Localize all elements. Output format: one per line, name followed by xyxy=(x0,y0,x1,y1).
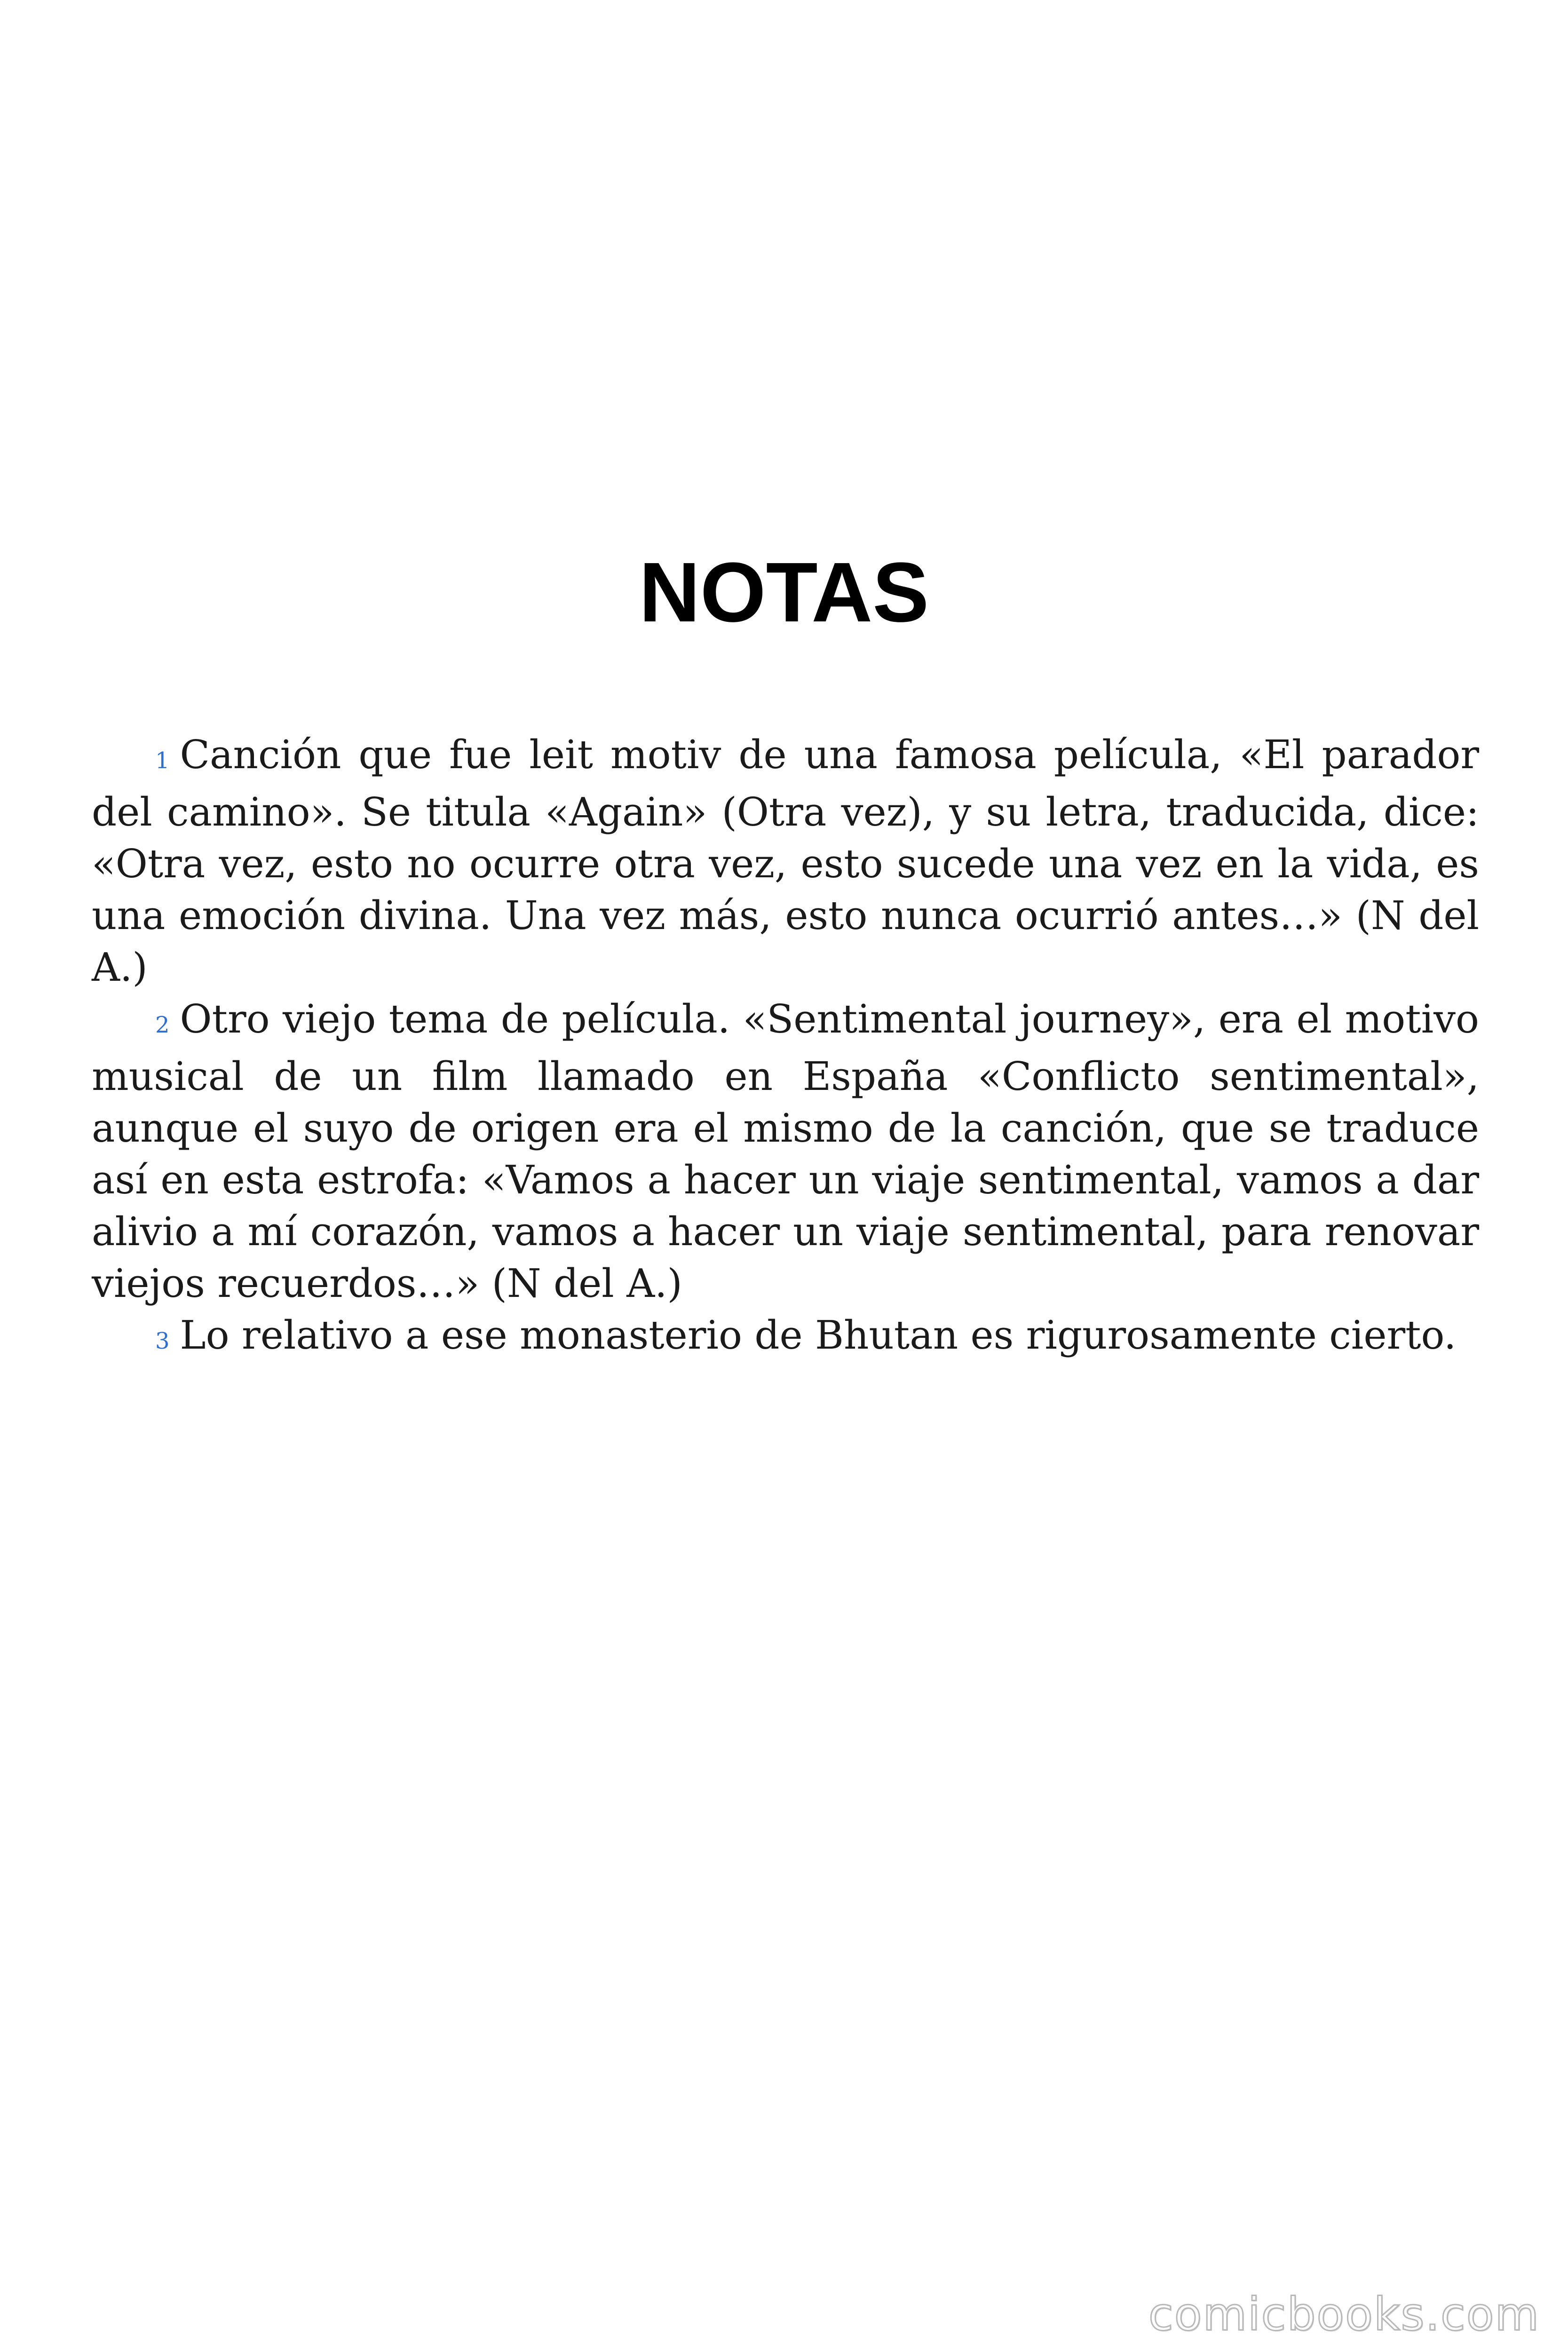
note-text: Lo relativo a ese monasterio de Bhutan es rigurosamente cierto. xyxy=(180,1312,1457,1358)
site-watermark: comicbooks.com xyxy=(1148,2288,1540,2341)
notes-list xyxy=(92,729,1479,1367)
note-text: Otro viejo tema de película. «Sentimental journey», era el motivo musical de un film llamado en España «Conflicto sentimental», aunque el suyo de origen era el mismo de la canción, que se traduce así en esta estrofa: «Vamos a hacer un viaje sentimental, vamos a dar alivio a mí corazón, vamos a hacer un viaje sentimental, para renovar viejos recuerdos…» (N del A.) xyxy=(92,996,1479,1306)
note-reference-link[interactable]: 1 xyxy=(155,747,170,774)
note-text: Canción que fue leit motiv de una famosa película, «El parador del camino». Se titula «Again» (Otra vez), y su letra, traducida, dice: «Otra vez, esto no ocurre otra vez, esto sucede una vez en la vida, es una emoción divina. Una vez más, esto nunca ocurrió antes…» (N del A.) xyxy=(92,732,1479,990)
note-item xyxy=(92,1310,1479,1367)
page-title: NOTAS xyxy=(639,545,929,640)
note-item xyxy=(92,993,1479,1310)
note-reference-link[interactable]: 3 xyxy=(155,1328,170,1354)
note-item xyxy=(92,729,1479,993)
note-reference-link[interactable]: 2 xyxy=(155,1012,170,1038)
